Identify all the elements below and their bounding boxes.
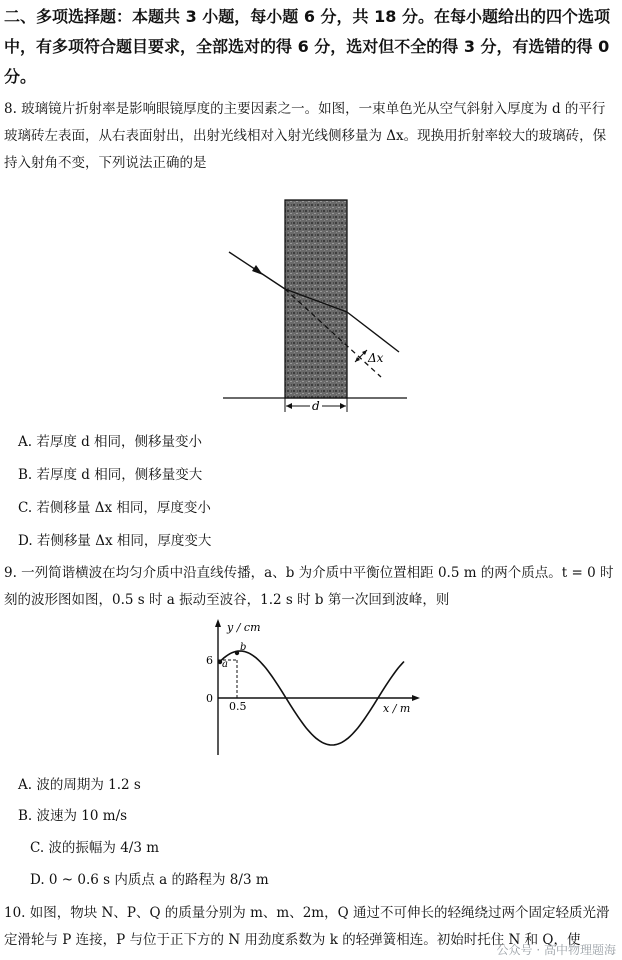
q9-point-b — [235, 651, 239, 655]
q9-option-d[interactable]: D. 0 ~ 0.6 s 内质点 a 的路程为 8/3 m — [30, 872, 269, 888]
q8-option-a[interactable]: A. 若厚度 d 相同，侧移量变小 — [18, 434, 203, 450]
q9-x-axis-arrow — [412, 695, 420, 701]
q9-option-b[interactable]: B. 波速为 10 m/s — [18, 808, 128, 824]
q8-thickness-arrow-left — [286, 403, 292, 409]
q9-origin-label: 0 — [206, 692, 213, 705]
question-9-text: 9. 一列简谐横波在均匀介质中沿直线传播，a、b 为介质中平衡位置相距 0.5 m 的两个质点。t = 0 时刻的波形图如图，0.5 s 时 a 振动至波谷，1.2 s 时 b 第一次回到波峰，则 — [4, 565, 614, 608]
q9-point-b-label: b — [240, 642, 247, 653]
q9-point-a-label: a — [222, 659, 228, 670]
q8-option-d[interactable]: D. 若侧移量 Δx 相同，厚度变大 — [18, 533, 212, 549]
q8-option-b[interactable]: B. 若厚度 d 相同，侧移量变大 — [18, 467, 203, 483]
question-10-text: 10. 如图，物块 N、P、Q 的质量分别为 m、m、2m，Q 通过不可伸长的轻绳绕过两个固定轻质光滑定滑轮与 P 连接，P 与位于正下方的 N 用劲度系数为 k 的轻弹簧相连。初始时托住 N 和 Q，使 — [4, 905, 610, 948]
q8-emergent-ray — [347, 312, 399, 352]
q9-y-axis-arrow — [215, 619, 221, 627]
q8-thickness-arrow-right — [340, 403, 346, 409]
q9-option-a[interactable]: A. 波的周期为 1.2 s — [18, 777, 141, 793]
q9-option-c[interactable]: C. 波的振幅为 4/3 m — [30, 840, 160, 856]
q9-x-tick-label: 0.5 — [229, 700, 247, 713]
q8-glass-slab-figure — [215, 192, 415, 417]
q8-ray-arrow — [252, 265, 263, 275]
q8-glass-slab — [285, 200, 347, 398]
q8-shift-label: Δx — [368, 351, 384, 365]
watermark: 公众号 · 高中物理题海 — [496, 943, 616, 957]
q8-thickness-label: d — [312, 399, 320, 413]
q9-y-tick-label: 6 — [206, 654, 213, 667]
q9-wave-graph — [200, 617, 425, 762]
section-heading: 二、多项选择题：本题共 3 小题，每小题 6 分，共 18 分。在每小题给出的四个选项中，有多项符合题目要求，全部选对的得 6 分，选对但不全的得 3 分，有选错的得 0 分。 — [4, 7, 610, 86]
question-8-text: 8. 玻璃镜片折射率是影响眼镜厚度的主要因素之一。如图，一束单色光从空气斜射入厚度为 d 的平行玻璃砖左表面，从右表面射出，出射光线相对入射光线侧移量为 Δx。现换用折射率较大的玻璃砖，保持入射角不变，下列说法正确的是 — [4, 101, 607, 171]
q9-y-axis-label: y / cm — [227, 621, 261, 634]
q9-x-axis-label: x / m — [383, 702, 411, 715]
q8-option-c[interactable]: C. 若侧移量 Δx 相同，厚度变小 — [18, 500, 211, 516]
